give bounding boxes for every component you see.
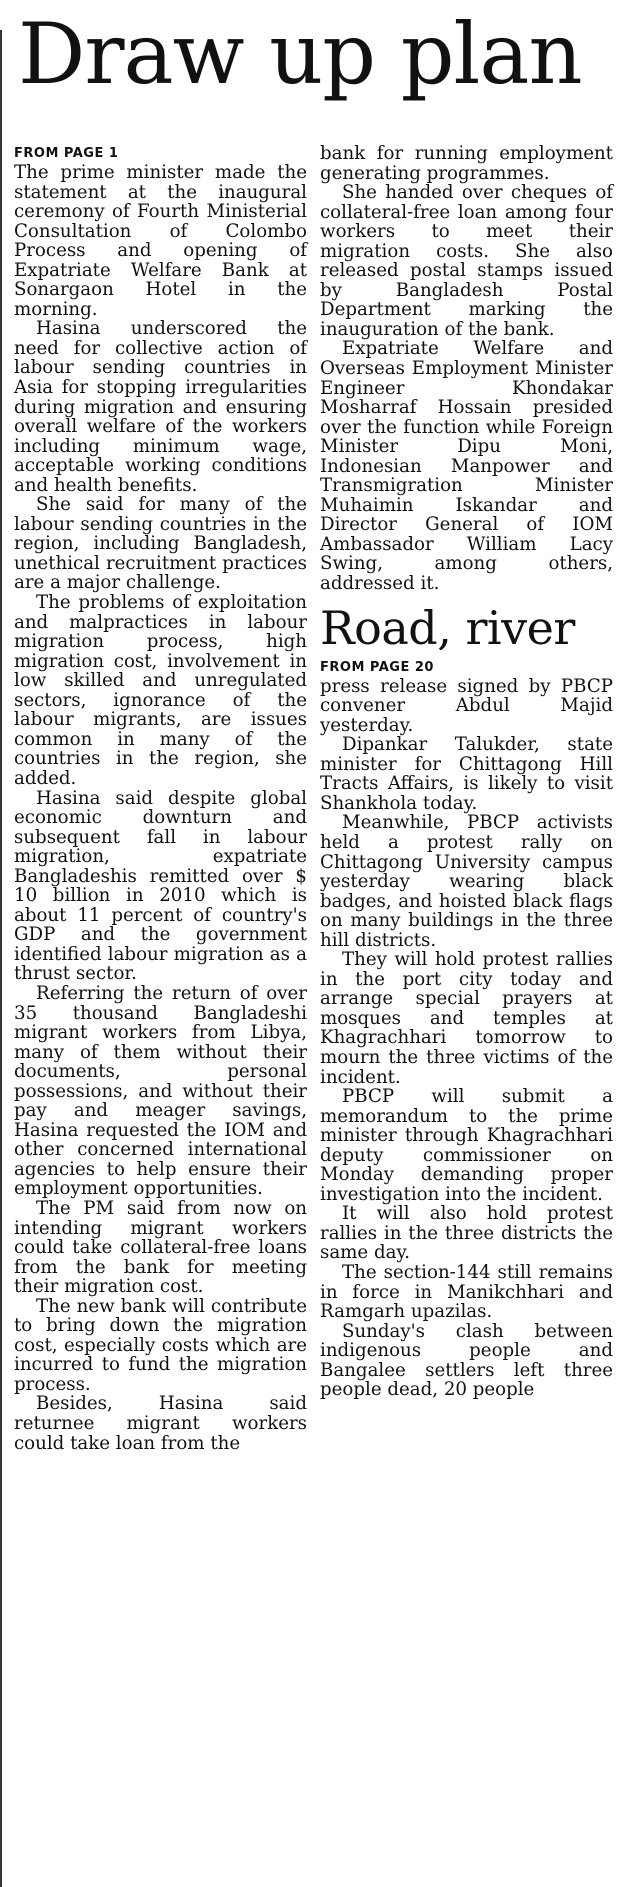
article-paragraph: Hasina said despite global economic downturn and subsequent fall in labour migration, expatriate Bangladeshis remitted over $ 10 billion in 2010 which is about 11 percent of country's GDP and the government identified labour migration as a thrust sector.: [14, 787, 307, 985]
second-story-headline: Road, river: [320, 600, 575, 655]
article-paragraph: Besides, Hasina said returnee migrant workers could take loan from the: [14, 1393, 307, 1454]
article-paragraph: The new bank will contribute to bring down the migration cost, especially costs which are incurred to fund the migration process.: [14, 1295, 307, 1395]
article-paragraph: Dipankar Talukder, state minister for Chittagong Hill Tracts Affairs, is likely to visit Shankhola today.: [320, 734, 613, 814]
left-column: [14, 144, 307, 1453]
article-continuation: press release signed by PBCP convener Abdul Majid yesterday.: [320, 675, 613, 736]
column-rule: [0, 30, 2, 1887]
article-paragraph: The section-144 still remains in force in Manikchhari and Ramgarh upazilas.: [320, 1261, 613, 1323]
page-headline: Draw up plan: [18, 5, 582, 103]
right-column: [320, 144, 613, 1400]
second-story-kicker: FROM PAGE 20: [320, 659, 434, 675]
article-paragraph: Sunday's clash between indigenous people and Bangalee settlers left three people dead, 20 people: [320, 1320, 613, 1401]
jump-kicker: FROM PAGE 1: [14, 146, 119, 161]
article-continuation: bank for running employment generating programmes.: [320, 143, 613, 184]
article-paragraph: Meanwhile, PBCP activists held a protest rally on Chittagong University campus yesterday wearing black badges, and hoisted black flags on many buildings in the three hill districts.: [320, 812, 613, 951]
article-paragraph: It will also hold protest rallies in the three districts the same day.: [320, 1203, 613, 1264]
article-paragraph: PBCP will submit a memorandum to the prime minister through Khagrachhari deputy commissioner on Monday demanding proper investigation into the incident.: [320, 1086, 613, 1205]
article-paragraph: Expatriate Welfare and Overseas Employment Minister Engineer Khondakar Mosharraf Hossain presided over the function while Foreign Minister Dipu Moni, Indonesian Manpower and Transmigration Minister Muhaimin Iskandar and Director General of IOM Ambassador William Lacy Swing, among others, addressed it.: [320, 338, 613, 595]
article-paragraph: She handed over cheques of collateral-free loan among four workers to meet their migration costs. She also released postal stamps issued by Bangladesh Postal Department marking the inauguration of the bank.: [320, 182, 613, 340]
article-paragraph: They will hold protest rallies in the port city today and arrange special prayers at mosques and temples at Khagrachhari tomorrow to mourn the three victims of the incident.: [320, 949, 613, 1088]
article-paragraph: The PM said from now on intending migrant workers could take collateral-free loans from the bank for meeting their migration cost.: [14, 1197, 307, 1298]
article-paragraph: Referring the return of over 35 thousand Bangladeshi migrant workers from Libya, many of them without their documents, personal possessions, and without their pay and meager savings, Hasina requested the IOM and other concerned international agencies to help ensure their employment opportunities.: [14, 982, 307, 1200]
article-paragraph: The prime minister made the statement at the inaugural ceremony of Fourth Ministerial Consultation of Colombo Process and opening of Expatriate Welfare Bank at Sonargaon Hotel in the morning.: [14, 162, 307, 320]
article-paragraph: The problems of exploitation and malpractices in labour migration process, high migration cost, involvement in low skilled and unregulated sectors, ignorance of the labour migrants, are issues common in many of the countries in the region, she added.: [14, 592, 307, 789]
article-paragraph: She said for many of the labour sending countries in the region, including Bangladesh, unethical recruitment practices are a major challenge.: [14, 494, 307, 594]
article-paragraph: Hasina underscored the need for collective action of labour sending countries in Asia for stopping irregularities during migration and ensuring overall welfare of the workers including minimum wage, acceptable working conditions and health benefits.: [14, 318, 307, 496]
